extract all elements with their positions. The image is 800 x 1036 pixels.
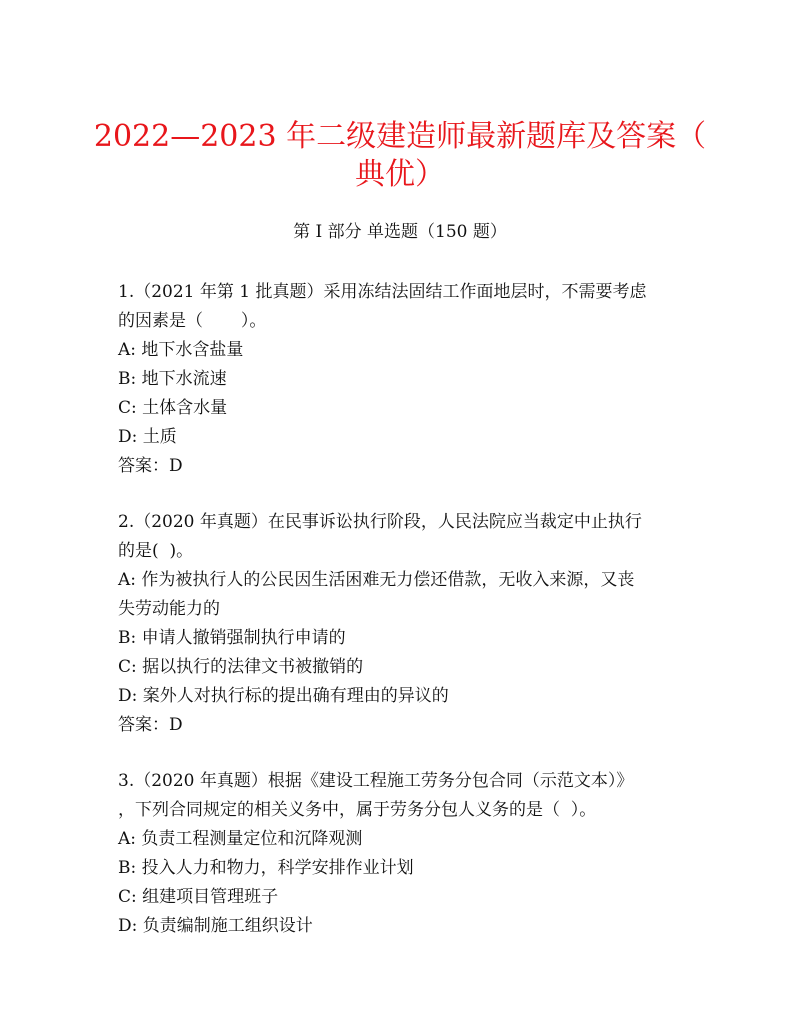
question-1-answer: 答案：D (118, 456, 183, 476)
question-1-option-d: D: 土质 (118, 427, 177, 447)
document-title (60, 118, 740, 194)
question-3-stem-line-1: 3.（2020 年真题）根据《建设工程施工劳务分包合同（示范文本）》 (118, 771, 634, 791)
question-3-option-d: D: 负责编制施工组织设计 (118, 916, 313, 936)
question-1 (118, 278, 688, 481)
question-2-stem-line-2: 的是( )。 (118, 541, 194, 561)
question-1-stem-line-2: 的因素是（ ）。 (118, 311, 267, 331)
question-3-option-c: C: 组建项目管理班子 (118, 887, 279, 907)
question-3 (118, 767, 688, 941)
section-heading: 第 I 部分 单选题（150 题） (293, 222, 507, 242)
document-title-line-2: 典优） (355, 157, 445, 192)
question-2-stem-line-1: 2.（2020 年真题）在民事诉讼执行阶段，人民法院应当裁定中止执行 (118, 512, 642, 532)
question-2 (118, 508, 688, 740)
question-2-option-b: B: 申请人撤销强制执行申请的 (118, 628, 346, 648)
question-3-option-a: A: 负责工程测量定位和沉降观测 (118, 829, 363, 849)
question-1-option-a: A: 地下水含盐量 (118, 340, 244, 360)
question-2-answer: 答案：D (118, 715, 183, 735)
question-1-stem-line-1: 1.（2021 年第 1 批真题）采用冻结法固结工作面地层时，不需要考虑 (118, 282, 647, 302)
document-title-line-1: 2022—2023 年二级建造师最新题库及答案（ (93, 119, 707, 154)
question-1-option-c: C: 土体含水量 (118, 398, 228, 418)
question-3-option-b: B: 投入人力和物力，科学安排作业计划 (118, 858, 414, 878)
question-2-option-c: C: 据以执行的法律文书被撤销的 (118, 657, 364, 677)
question-2-option-d: D: 案外人对执行标的提出确有理由的异议的 (118, 686, 449, 706)
question-1-option-b: B: 地下水流速 (118, 369, 227, 389)
question-3-stem-line-2: ，下列合同规定的相关义务中，属于劳务分包人义务的是（ ）。 (118, 800, 597, 820)
question-2-option-a-line-1: A: 作为被执行人的公民因生活困难无力偿还借款，无收入来源，又丧 (118, 570, 635, 590)
question-2-option-a-line-2: 失劳动能力的 (118, 599, 220, 619)
